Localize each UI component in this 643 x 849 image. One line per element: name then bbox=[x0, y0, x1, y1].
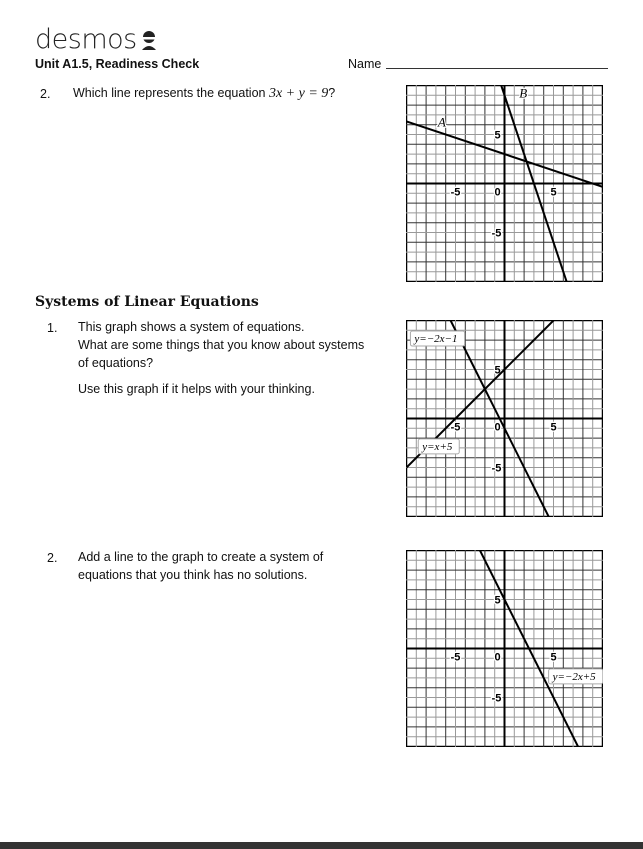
tick-label-x-neg: -5 bbox=[450, 651, 461, 664]
desmos-logo: desmos bbox=[35, 24, 137, 55]
q2-line: Add a line to the graph to create a system of bbox=[78, 550, 324, 564]
tick-label-y-pos: 5 bbox=[494, 364, 501, 377]
tick-label-x-pos: 5 bbox=[550, 651, 557, 664]
tick-label-y-pos: 5 bbox=[494, 594, 501, 607]
question-number: 1. bbox=[47, 321, 58, 335]
q2-line: equations that you think has no solutions. bbox=[78, 568, 308, 582]
tick-label-y-pos: 5 bbox=[494, 129, 501, 142]
q1-line: Use this graph if it helps with your thinking. bbox=[78, 382, 315, 396]
desmos-person-icon bbox=[140, 30, 158, 52]
tick-label-x-pos: 5 bbox=[550, 421, 557, 434]
tick-label-origin: 0 bbox=[494, 651, 501, 664]
section-title: Systems of Linear Equations bbox=[35, 294, 259, 310]
question-text-before: Which line represents the equation bbox=[73, 86, 269, 100]
tick-label-y-neg: -5 bbox=[491, 227, 502, 240]
tick-label-y-neg: -5 bbox=[491, 692, 502, 705]
line-label: A bbox=[437, 114, 446, 130]
question-number: 2. bbox=[47, 551, 58, 565]
coordinate-graph-system[interactable] bbox=[406, 320, 603, 517]
tick-label-y-neg: -5 bbox=[491, 462, 502, 475]
question-number: 2. bbox=[40, 87, 51, 101]
line-label: B bbox=[519, 85, 528, 101]
line-label: y=x+5 bbox=[422, 440, 453, 453]
question-2-text bbox=[78, 548, 323, 584]
line-label: y=−2x+5 bbox=[552, 670, 596, 683]
line-label: y=−2x−1 bbox=[414, 333, 458, 346]
bottom-bar bbox=[0, 842, 643, 849]
question-text-after: ? bbox=[328, 86, 336, 100]
tick-label-origin: 0 bbox=[494, 421, 501, 434]
coordinate-graph-add-line[interactable] bbox=[406, 550, 603, 747]
question-text bbox=[73, 84, 335, 103]
q1-line: What are some things that you know about systems bbox=[78, 338, 365, 352]
tick-label-origin: 0 bbox=[494, 186, 501, 199]
name-input-line[interactable] bbox=[386, 68, 608, 69]
unit-title: Unit A1.5, Readiness Check bbox=[35, 57, 200, 71]
name-label: Name bbox=[348, 57, 382, 71]
q1-line: This graph shows a system of equations. bbox=[78, 320, 305, 334]
question-1-text bbox=[78, 318, 364, 398]
q1-line: of equations? bbox=[78, 356, 154, 370]
tick-label-x-neg: -5 bbox=[450, 421, 461, 434]
tick-label-x-neg: -5 bbox=[450, 186, 461, 199]
coordinate-graph-lines-a-b[interactable] bbox=[406, 85, 603, 282]
equation: 3x + y = 9 bbox=[268, 86, 329, 101]
tick-label-x-pos: 5 bbox=[550, 186, 557, 199]
